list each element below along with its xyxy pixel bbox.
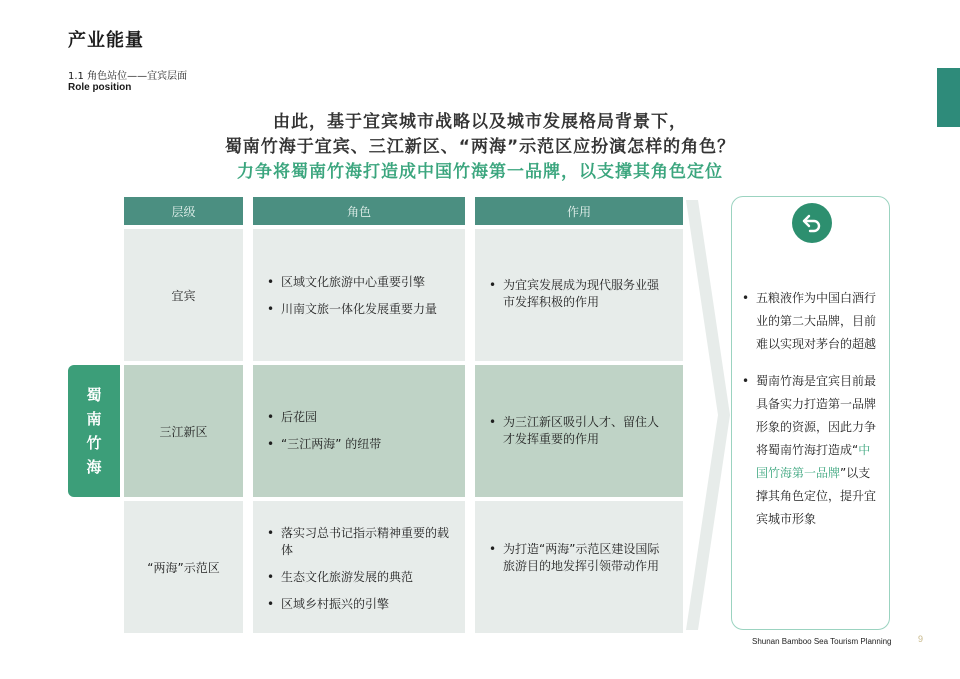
footer-text: Shunan Bamboo Sea Tourism Planning (752, 637, 892, 646)
table-row-effect (475, 229, 683, 361)
column-header-level: 层级 (124, 197, 243, 225)
role-item: • 区域乡村振兴的引擎 (265, 596, 451, 613)
level-label: “两海”示范区 (147, 560, 220, 575)
table-row-roles (253, 229, 465, 361)
role-item: • “三江两海” 的纽带 (265, 436, 451, 453)
table-row-effect (475, 365, 683, 497)
table-row-level (124, 229, 243, 361)
table-row-level (124, 501, 243, 633)
role-item: • 区域文化旅游中心重要引擎 (265, 274, 451, 291)
effect-item: • 为三江新区吸引人才、留住人才发挥重要的作用 (487, 414, 669, 448)
summary-text (742, 287, 882, 545)
table-row-level (124, 365, 243, 497)
section-subtitle: 1.1 角色站位——宜宾层面 (68, 71, 188, 82)
level-label: 三江新区 (159, 424, 208, 439)
role-item: • 落实习总书记指示精神重要的载体 (265, 525, 451, 559)
column-header-role: 角色 (253, 197, 465, 225)
level-label: 宜宾 (171, 288, 196, 303)
role-item: • 川南文旅一体化发展重要力量 (265, 301, 451, 318)
corner-tab (937, 68, 960, 127)
summary-item: • 五粮液作为中国白酒行业的第二大品牌，目前难以实现对茅台的超越 (742, 287, 882, 356)
effect-item: • 为打造“两海”示范区建设国际旅游目的地发挥引领带动作用 (487, 541, 669, 575)
page-title: 产业能量 (68, 30, 144, 51)
role-item: • 生态文化旅游发展的典范 (265, 569, 451, 586)
headline-line-2: 蜀南竹海于宜宾、三江新区、“两海”示范区应扮演怎样的角色？ (224, 137, 736, 157)
headline-line-1: 由此，基于宜宾城市战略以及城市发展格局背景下， (273, 112, 687, 132)
column-header-effect: 作用 (475, 197, 683, 225)
side-label-shunan-bamboo-sea: 蜀 南 竹 海 (68, 365, 120, 497)
headline-line-3: 力争将蜀南竹海打造成中国竹海第一品牌，以支撑其角色定位 (237, 162, 723, 182)
page-number: 9 (918, 634, 924, 644)
chevron-arrow-icon (686, 200, 732, 630)
table-row-roles (253, 365, 465, 497)
summary-item: • 蜀南竹海是宜宾目前最具备实力打造第一品牌形象的资源，因此力争将蜀南竹海打造成“中国竹海第一品牌”以支撑其角色定位，提升宜宾城市形象 (742, 370, 882, 531)
role-item: • 后花园 (265, 409, 451, 426)
return-arrow-icon (792, 203, 832, 243)
table-row-effect (475, 501, 683, 633)
effect-item: • 为宜宾发展成为现代服务业强市发挥积极的作用 (487, 277, 669, 311)
highlight-text: 中国竹海第一品牌 (756, 443, 871, 480)
section-subtitle-en: Role position (68, 82, 132, 93)
summary-card (731, 196, 890, 630)
table-row-roles (253, 501, 465, 633)
